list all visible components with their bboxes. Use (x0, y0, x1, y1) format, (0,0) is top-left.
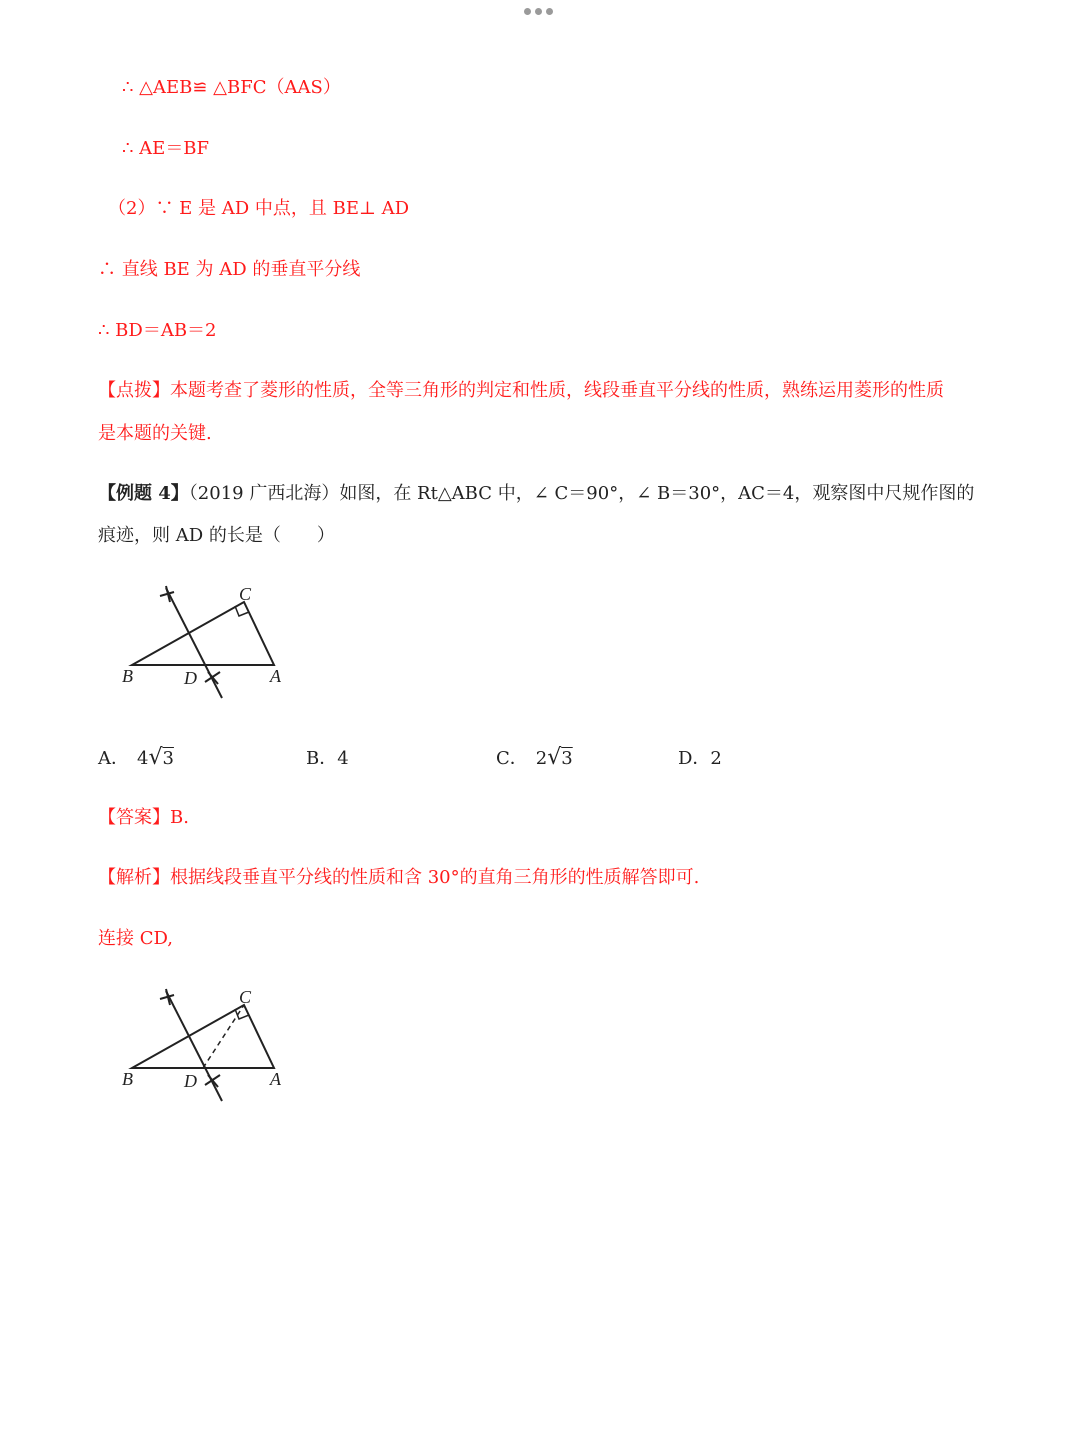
example-question-line-1 (98, 481, 974, 507)
example-label: 【例题 4】 (98, 483, 189, 504)
option-b: B．4 (306, 748, 349, 769)
solution-line-congruence: ∴ △AEB≌ △BFC（AAS） (122, 77, 341, 98)
triangle-abc (132, 602, 274, 665)
analysis-line: 【解析】根据线段垂直平分线的性质和含 30°的直角三角形的性质解答即可. (98, 867, 700, 888)
connect-line: 连接 CD, (98, 928, 174, 949)
example-question-text: （2019 广西北海）如图，在 Rt△ABC 中，∠ C＝90°，∠ B＝30°，AC＝4，观察图中尺规作图的 (188, 483, 975, 504)
solution-line-ae-bf: ∴ AE＝BF (122, 138, 210, 159)
triangle-figure (110, 580, 310, 710)
example-question-line-2: 痕迹，则 AD 的长是（ ） (98, 525, 335, 546)
tip-line-2: 是本题的关键. (98, 423, 212, 444)
option-c: C． 2√3 (496, 745, 573, 770)
option-a: A． 4√3 (98, 745, 174, 770)
label-a: A (270, 666, 281, 686)
solution-line-bisector: ∴ 直线 BE 为 AD 的垂直平分线 (98, 259, 361, 280)
solution-line-bd-ab: ∴ BD＝AB＝2 (98, 320, 217, 341)
solution-line-part2: （2）∵ E 是 AD 中点，且 BE⊥ AD (108, 198, 410, 219)
triangle-figure-with-cd (110, 983, 310, 1113)
label-a: A (270, 1069, 281, 1089)
label-d: D (184, 1071, 197, 1091)
tip-line-1: 【点拨】本题考查了菱形的性质，全等三角形的判定和性质，线段垂直平分线的性质，熟练运用菱形的性质 (98, 380, 944, 401)
label-b: B (122, 1069, 133, 1089)
label-c: C (239, 987, 252, 1007)
label-b: B (122, 666, 133, 686)
option-d: D．2 (678, 748, 722, 769)
label-d: D (184, 668, 197, 688)
segment-cd (203, 1005, 244, 1068)
label-c: C (239, 584, 252, 604)
answer-line: 【答案】B. (98, 807, 189, 828)
more-options-icon[interactable] (524, 8, 553, 15)
